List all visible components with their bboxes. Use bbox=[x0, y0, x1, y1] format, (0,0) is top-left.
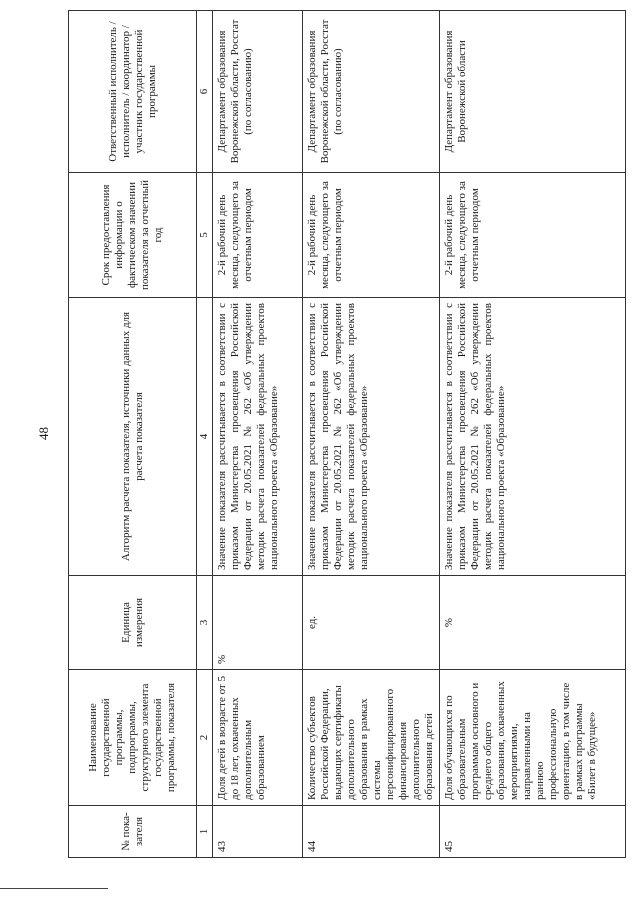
indicator-table bbox=[68, 10, 626, 858]
header-cell-number: № пока-зателя bbox=[69, 806, 197, 858]
table-row bbox=[213, 11, 303, 858]
deadline-cell: 2-й рабочий день месяца, следующего за отчетным периодом bbox=[440, 173, 626, 298]
responsible-cell: Департамент образования Воронежской области bbox=[440, 11, 626, 173]
algorithm-cell: Значение показателя рассчитывается в соответствии с приказом Министерства просвещения Российской Федерации от 20.05.2021 № 262 «Об утверждении методик расчета показателей федеральных проектов национального проекта «Образование» bbox=[440, 298, 626, 576]
page-number: 48 bbox=[36, 427, 51, 440]
header-cell-algorithm: Алгоритм расчета показателя, источники данных для расчета показателя bbox=[69, 298, 197, 576]
footer-rule bbox=[0, 888, 108, 889]
column-number-row bbox=[197, 11, 213, 858]
algorithm-cell: Значение показателя рассчитывается в соответствии с приказом Министерства просвещения Российской Федерации от 20.05.2021 № 262 «Об утверждении методик расчета показателей федеральных проектов национального проекта «Образование» bbox=[213, 298, 303, 576]
header-row bbox=[69, 11, 197, 858]
header-cell-name: Наименование государственной программы, подпрограммы, структурного элемента государственной программы, показателя bbox=[69, 670, 197, 806]
row-number-cell: 45 bbox=[440, 806, 626, 858]
deadline-cell: 2-й рабочий день месяца, следующего за отчетным периодом bbox=[213, 173, 303, 298]
unit-cell: % bbox=[440, 576, 626, 670]
indicator-name-cell: Доля детей в возрасте от 5 до 18 лет, охваченных дополнительным образованием bbox=[213, 670, 303, 806]
indicator-table-rotated bbox=[68, 11, 612, 858]
column-number-cell: 5 bbox=[197, 173, 213, 298]
header-cell-responsible: Ответственный исполнитель / исполнитель / координатор / участник государственной программы bbox=[69, 11, 197, 173]
column-number-cell: 6 bbox=[197, 11, 213, 173]
table-row bbox=[440, 11, 626, 858]
row-number-cell: 43 bbox=[213, 806, 303, 858]
header-cell-deadline: Срок предоставления информации о фактическом значении показателя за отчетный год bbox=[69, 173, 197, 298]
row-number-cell: 44 bbox=[303, 806, 440, 858]
algorithm-cell: Значение показателя рассчитывается в соответствии с приказом Министерства просвещения Российской Федерации от 20.05.2021 № 262 «Об утверждении методик расчета показателей федеральных проектов национального проекта «Образование» bbox=[303, 298, 440, 576]
unit-cell: % bbox=[213, 576, 303, 670]
table-row bbox=[303, 11, 440, 858]
responsible-cell: Департамент образования Воронежской области, Росстат (по согласованию) bbox=[213, 11, 303, 173]
header-cell-unit: Единица измерения bbox=[69, 576, 197, 670]
indicator-name-cell: Количество субъектов Российской Федерации, выдающих сертификаты дополнительного образования в рамках системы персонифицированного финансирования дополнительного образования детей bbox=[303, 670, 440, 806]
deadline-cell: 2-й рабочий день месяца, следующего за отчетным периодом bbox=[303, 173, 440, 298]
column-number-cell: 3 bbox=[197, 576, 213, 670]
unit-cell: ед. bbox=[303, 576, 440, 670]
column-number-cell: 4 bbox=[197, 298, 213, 576]
column-number-cell: 2 bbox=[197, 670, 213, 806]
indicator-name-cell: Доля обучающихся по образовательным программам основного и среднего общего образования, охваченных мероприятиями, направленными на раннюю профессиональную ориентацию, в том числе в рамках программы «Билет в будущее» bbox=[440, 670, 626, 806]
column-number-cell: 1 bbox=[197, 806, 213, 858]
responsible-cell: Департамент образования Воронежской области, Росстат (по согласованию) bbox=[303, 11, 440, 173]
